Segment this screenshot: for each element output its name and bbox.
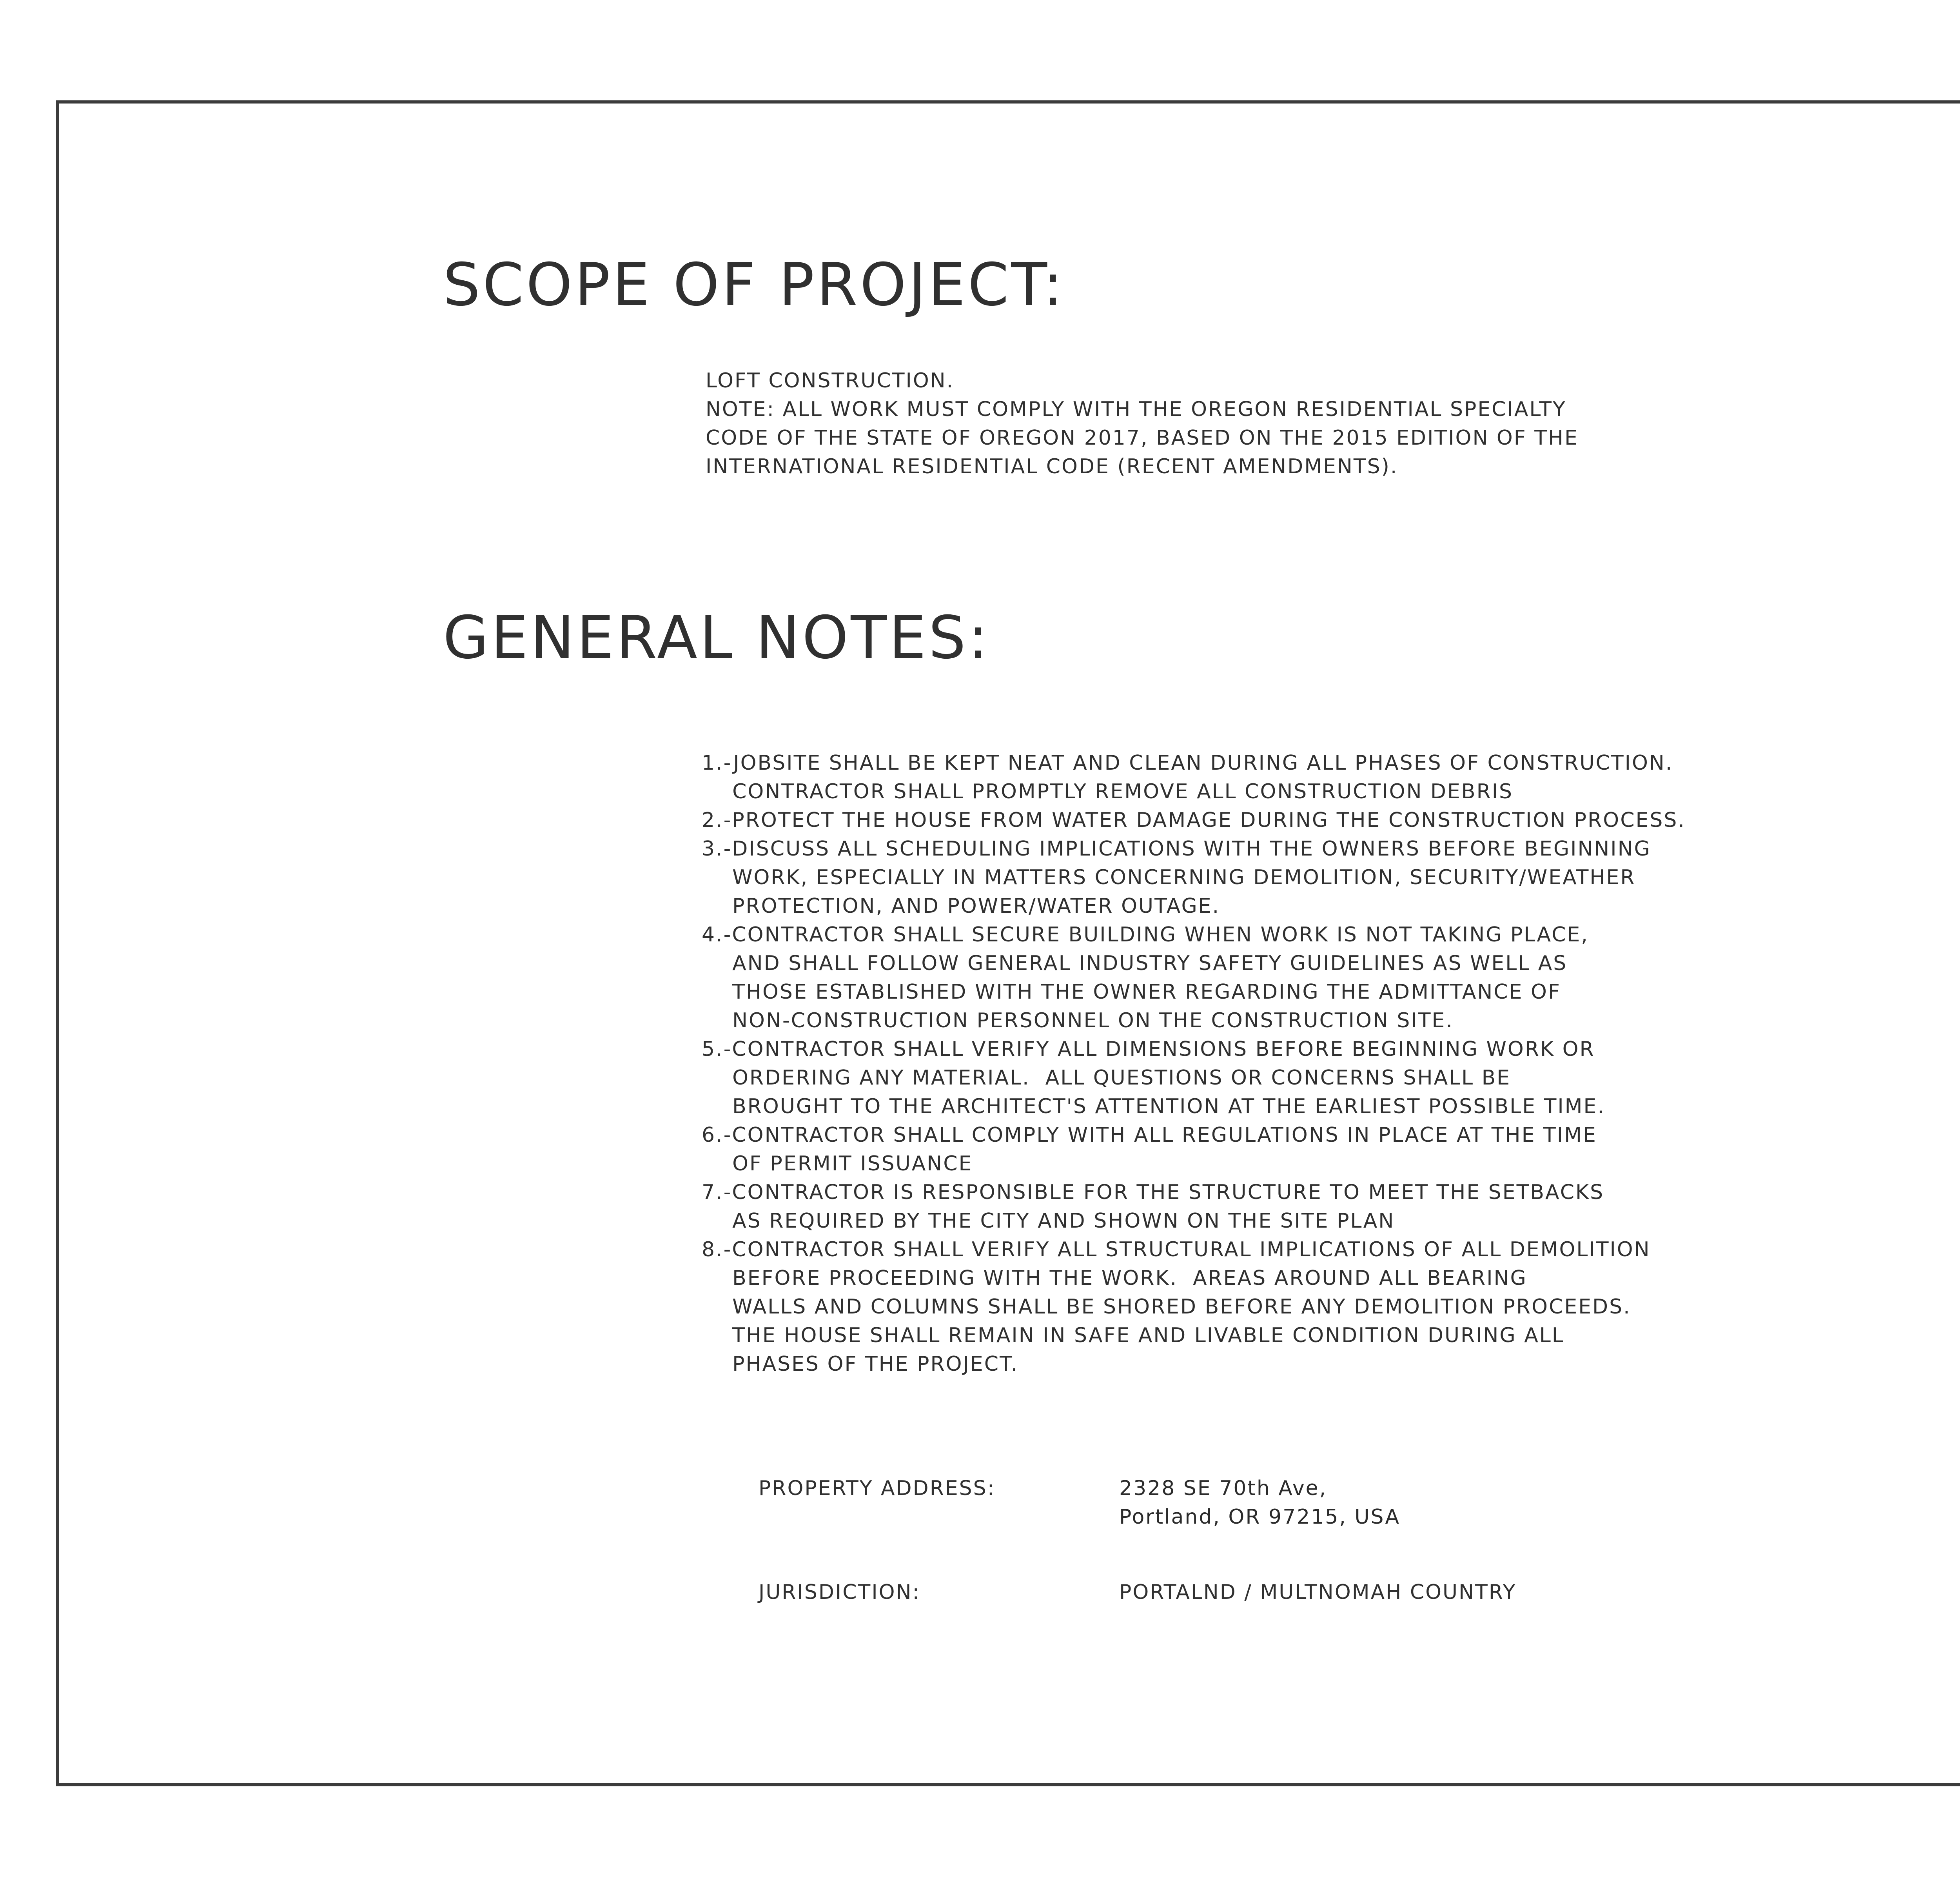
- scope-heading: SCOPE OF PROJECT:: [443, 251, 1065, 319]
- note-line: BROUGHT TO THE ARCHITECT'S ATTENTION AT THE EARLIEST POSSIBLE TIME.: [702, 1095, 1605, 1118]
- note-line: OF PERMIT ISSUANCE: [702, 1152, 973, 1175]
- jurisdiction-value: PORTALND / MULTNOMAH COUNTRY: [1119, 1580, 1517, 1604]
- scope-line: CODE OF THE STATE OF OREGON 2017, BASED ON THE 2015 EDITION OF THE: [706, 426, 1579, 450]
- note-line: 4.-CONTRACTOR SHALL SECURE BUILDING WHEN WORK IS NOT TAKING PLACE,: [702, 923, 1589, 946]
- property-address-label: PROPERTY ADDRESS:: [759, 1477, 996, 1500]
- property-address-line1: 2328 SE 70th Ave,: [1119, 1477, 1327, 1500]
- note-line: WALLS AND COLUMNS SHALL BE SHORED BEFORE ANY DEMOLITION PROCEEDS.: [702, 1295, 1631, 1319]
- note-line: 1.-JOBSITE SHALL BE KEPT NEAT AND CLEAN DURING ALL PHASES OF CONSTRUCTION.: [702, 751, 1673, 775]
- scope-line: LOFT CONSTRUCTION.: [706, 369, 955, 392]
- note-line: NON-CONSTRUCTION PERSONNEL ON THE CONSTRUCTION SITE.: [702, 1009, 1454, 1032]
- note-line: AND SHALL FOLLOW GENERAL INDUSTRY SAFETY GUIDELINES AS WELL AS: [702, 952, 1568, 975]
- note-line: ORDERING ANY MATERIAL. ALL QUESTIONS OR CONCERNS SHALL BE: [702, 1066, 1511, 1090]
- property-address-line2: Portland, OR 97215, USA: [1119, 1505, 1401, 1529]
- note-line: WORK, ESPECIALLY IN MATTERS CONCERNING DEMOLITION, SECURITY/WEATHER: [702, 866, 1636, 889]
- general-notes-heading: GENERAL NOTES:: [443, 604, 991, 672]
- note-line: THE HOUSE SHALL REMAIN IN SAFE AND LIVABLE CONDITION DURING ALL: [702, 1324, 1564, 1347]
- note-line: CONTRACTOR SHALL PROMPTLY REMOVE ALL CONSTRUCTION DEBRIS: [702, 780, 1514, 803]
- note-line: PROTECTION, AND POWER/WATER OUTAGE.: [702, 894, 1220, 918]
- note-line: 2.-PROTECT THE HOUSE FROM WATER DAMAGE DURING THE CONSTRUCTION PROCESS.: [702, 808, 1686, 832]
- note-line: PHASES OF THE PROJECT.: [702, 1352, 1019, 1376]
- scope-text: [706, 367, 1579, 481]
- note-line: AS REQUIRED BY THE CITY AND SHOWN ON THE SITE PLAN: [702, 1209, 1395, 1233]
- note-line: 5.-CONTRACTOR SHALL VERIFY ALL DIMENSIONS BEFORE BEGINNING WORK OR: [702, 1037, 1595, 1061]
- general-notes-list: [702, 749, 1686, 1379]
- jurisdiction-label: JURISDICTION:: [759, 1580, 921, 1604]
- scope-line: INTERNATIONAL RESIDENTIAL CODE (RECENT AMENDMENTS).: [706, 455, 1398, 478]
- note-line: 8.-CONTRACTOR SHALL VERIFY ALL STRUCTURAL IMPLICATIONS OF ALL DEMOLITION: [702, 1238, 1651, 1261]
- scope-line: NOTE: ALL WORK MUST COMPLY WITH THE OREGON RESIDENTIAL SPECIALTY: [706, 398, 1566, 421]
- note-line: 3.-DISCUSS ALL SCHEDULING IMPLICATIONS WITH THE OWNERS BEFORE BEGINNING: [702, 837, 1651, 861]
- note-line: 7.-CONTRACTOR IS RESPONSIBLE FOR THE STRUCTURE TO MEET THE SETBACKS: [702, 1181, 1604, 1204]
- note-line: THOSE ESTABLISHED WITH THE OWNER REGARDING THE ADMITTANCE OF: [702, 980, 1561, 1004]
- note-line: BEFORE PROCEEDING WITH THE WORK. AREAS AROUND ALL BEARING: [702, 1266, 1527, 1290]
- note-line: 6.-CONTRACTOR SHALL COMPLY WITH ALL REGULATIONS IN PLACE AT THE TIME: [702, 1123, 1597, 1147]
